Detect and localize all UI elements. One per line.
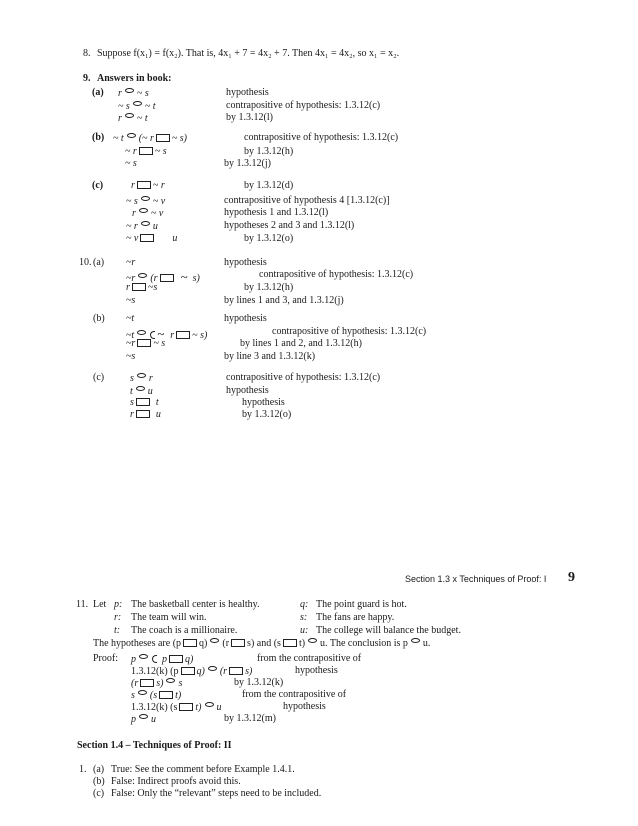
reason-9a-1: hypothesis (226, 87, 269, 98)
implies-icon (137, 330, 146, 335)
section-1-4-heading: Section 1.4 – Techniques of Proof: II (77, 740, 232, 751)
proof-reason-4: from the contrapositive of (242, 689, 347, 700)
def-var-r: r: (114, 612, 122, 623)
implies-icon (125, 113, 134, 118)
or-box-icon (231, 639, 245, 647)
reason-10c-2: hypothesis (226, 385, 269, 396)
reason-9a-2: contrapositive of hypothesis: 1.3.12(c) (226, 100, 381, 111)
problem-11-number: 11. (76, 599, 89, 610)
proof-reason-3: by 1.3.12(k) (234, 677, 284, 688)
reason-9b-1: contrapositive of hypothesis: 1.3.12(c) (244, 132, 399, 143)
step-10c-4: r u (130, 409, 161, 420)
proof-reason-6: by 1.3.12(m) (224, 713, 276, 724)
proof-step-5: 1.3.12(k) (s t) u (131, 702, 222, 713)
s14-problem-number: 1. (79, 764, 87, 775)
reason-9c-5: by 1.3.12(o) (244, 233, 294, 244)
reason-10c-3: hypothesis (242, 397, 285, 408)
or-box-icon (156, 134, 170, 142)
reason-9c-3: hypothesis 1 and 1.3.12(l) (224, 207, 329, 218)
def-var-q: q: (300, 599, 309, 610)
reason-10b-1: hypothesis (224, 313, 267, 324)
reason-9b-3: by 1.3.12(j) (224, 158, 271, 169)
reason-10a-2: contrapositive of hypothesis: 1.3.12(c) (259, 269, 414, 280)
or-box-icon (176, 331, 190, 339)
hypotheses-line: The hypotheses are (p q) (r s) and (s t) u. The conclusion is p u. (93, 638, 431, 649)
problem-10c-label: (c) (93, 372, 105, 383)
or-box-icon (159, 691, 173, 699)
proof-reason-5: hypothesis (283, 701, 326, 712)
problem-8-number: 8. (83, 48, 91, 59)
step-9a-2: ~ s ~ t (118, 101, 156, 112)
problem-9c-label: (c) (92, 180, 104, 191)
def-text-t: The coach is a millionaire. (131, 625, 238, 636)
or-box-icon (137, 181, 151, 189)
implies-icon (125, 88, 134, 93)
proof-step-4: s (s t) (131, 690, 182, 701)
proof-reason-2: hypothesis (295, 665, 338, 676)
step-9c-2: ~ s ~ v (126, 196, 166, 207)
step-10b-4: ~s (126, 351, 136, 362)
implies-icon (208, 666, 217, 671)
def-text-s: The fans are happy. (316, 612, 395, 623)
implies-icon (166, 678, 175, 683)
implies-icon (127, 133, 136, 138)
or-box-icon (139, 147, 153, 155)
or-box-icon (181, 667, 195, 675)
reason-10b-3: by lines 1 and 2, and 1.3.12(h) (240, 338, 362, 349)
reason-9c-2: contrapositive of hypothesis 4 [1.3.12(c)] (224, 195, 390, 206)
implies-icon (210, 638, 219, 643)
or-box-icon (160, 274, 174, 282)
s14-item-a-text: True: See the comment before Example 1.4.1. (111, 764, 295, 775)
proof-step-1: p p q) (131, 654, 194, 665)
s14-item-b-label: (b) (93, 776, 105, 787)
implies-icon (138, 690, 147, 695)
reason-9b-2: by 1.3.12(h) (244, 146, 294, 157)
proof-reason-1: from the contrapositive of (257, 653, 362, 664)
implies-icon (139, 208, 148, 213)
or-box-icon (140, 234, 154, 242)
implies-icon (139, 654, 148, 659)
or-box-icon (136, 398, 150, 406)
reason-10c-1: contrapositive of hypothesis: 1.3.12(c) (226, 372, 381, 383)
step-10b-3: ~r ~ s (126, 338, 166, 349)
reason-9c-1: by 1.3.12(d) (244, 180, 294, 191)
step-9c-5: ~ v u (126, 233, 178, 244)
step-10b-2: ~t ~ r ~ s) (126, 326, 208, 341)
or-box-icon (137, 339, 151, 347)
reason-10b-4: by line 3 and 1.3.12(k) (224, 351, 316, 362)
problem-10a-label: (a) (93, 257, 105, 268)
page-number: 9 (568, 570, 575, 585)
section-footer: Section 1.3 x Techniques of Proof: I (405, 574, 547, 584)
step-9c-4: ~ r u (126, 221, 158, 232)
def-var-t: t: (114, 625, 121, 636)
let-word: Let (93, 599, 107, 610)
problem-10-number: 10. (79, 257, 92, 268)
or-box-icon (132, 283, 146, 291)
step-10a-1: ~r (126, 257, 136, 268)
or-box-icon (179, 703, 193, 711)
proof-step-3: (r s) s (131, 678, 183, 689)
def-var-s: s: (300, 612, 308, 623)
problem-9a-label: (a) (92, 87, 104, 98)
implies-icon (133, 101, 142, 106)
implies-icon (205, 702, 214, 707)
or-box-icon (136, 410, 150, 418)
reason-10b-2: contrapositive of hypothesis: 1.3.12(c) (272, 326, 427, 337)
problem-10b-label: (b) (93, 313, 105, 324)
s14-item-a-label: (a) (93, 764, 105, 775)
proof-step-2: 1.3.12(k) (p q) (r s) (131, 666, 253, 677)
def-text-q: The point guard is hot. (316, 599, 407, 610)
def-var-u: u: (300, 625, 309, 636)
implies-icon (138, 273, 147, 278)
step-10a-4: ~s (126, 295, 136, 306)
def-text-r: The team will win. (131, 612, 207, 623)
step-10c-2: t u (130, 386, 153, 397)
problem-9b-label: (b) (92, 132, 105, 143)
step-9a-1: r ~ s (118, 88, 149, 99)
implies-icon (136, 386, 145, 391)
proof-label: Proof: (93, 653, 118, 664)
s14-item-b-text: False: Indirect proofs avoid this. (111, 776, 241, 787)
implies-icon (139, 714, 148, 719)
s14-item-c-text: False: Only the “relevant” steps need to be included. (111, 788, 322, 799)
or-box-icon (169, 655, 183, 663)
reason-9c-4: hypotheses 2 and 3 and 1.3.12(l) (224, 220, 355, 231)
problem-8-text: Suppose f(x₁) = f(x₂). That is, 4x₁ + 7 = 4x₂ + 7. Then 4x₁ = 4x₂, so x₁ = x₂. (97, 48, 400, 59)
implies-icon (141, 196, 150, 201)
def-text-u: The college will balance the budget. (316, 625, 461, 636)
step-9a-3: r ~ t (118, 113, 148, 124)
problem-9-heading: Answers in book: (97, 73, 172, 84)
step-10a-2: ~r (r ~ s) (126, 269, 200, 284)
or-box-icon (283, 639, 297, 647)
step-9c-3: r ~ v (132, 208, 164, 219)
or-box-icon (229, 667, 243, 675)
step-9b-2: ~ r ~ s (125, 146, 167, 157)
reason-10c-4: by 1.3.12(o) (242, 409, 292, 420)
def-text-p: The basketball center is healthy. (131, 599, 260, 610)
paren-icon (152, 655, 157, 663)
step-10a-3: r ~s (126, 282, 158, 293)
def-var-p: p: (114, 599, 123, 610)
implies-icon (137, 373, 146, 378)
step-10c-3: s t (130, 397, 159, 408)
proof-step-6: p u (131, 714, 156, 725)
implies-icon (141, 221, 150, 226)
reason-9a-3: by 1.3.12(l) (226, 112, 273, 123)
step-9c-1: r ~ r (131, 180, 165, 191)
problem-9-number: 9. (83, 73, 91, 84)
step-9b-3: ~ s (125, 158, 137, 169)
step-9b-1: ~ t (~ r ~ s) (113, 133, 187, 144)
implies-icon (411, 638, 420, 643)
reason-10a-1: hypothesis (224, 257, 267, 268)
or-box-icon (183, 639, 197, 647)
implies-icon (308, 638, 317, 643)
reason-10a-3: by 1.3.12(h) (244, 282, 294, 293)
step-10b-1: ~t (126, 313, 135, 324)
s14-item-c-label: (c) (93, 788, 105, 799)
step-10c-1: s r (130, 373, 153, 384)
reason-10a-4: by lines 1 and 3, and 1.3.12(j) (224, 295, 344, 306)
or-box-icon (140, 679, 154, 687)
